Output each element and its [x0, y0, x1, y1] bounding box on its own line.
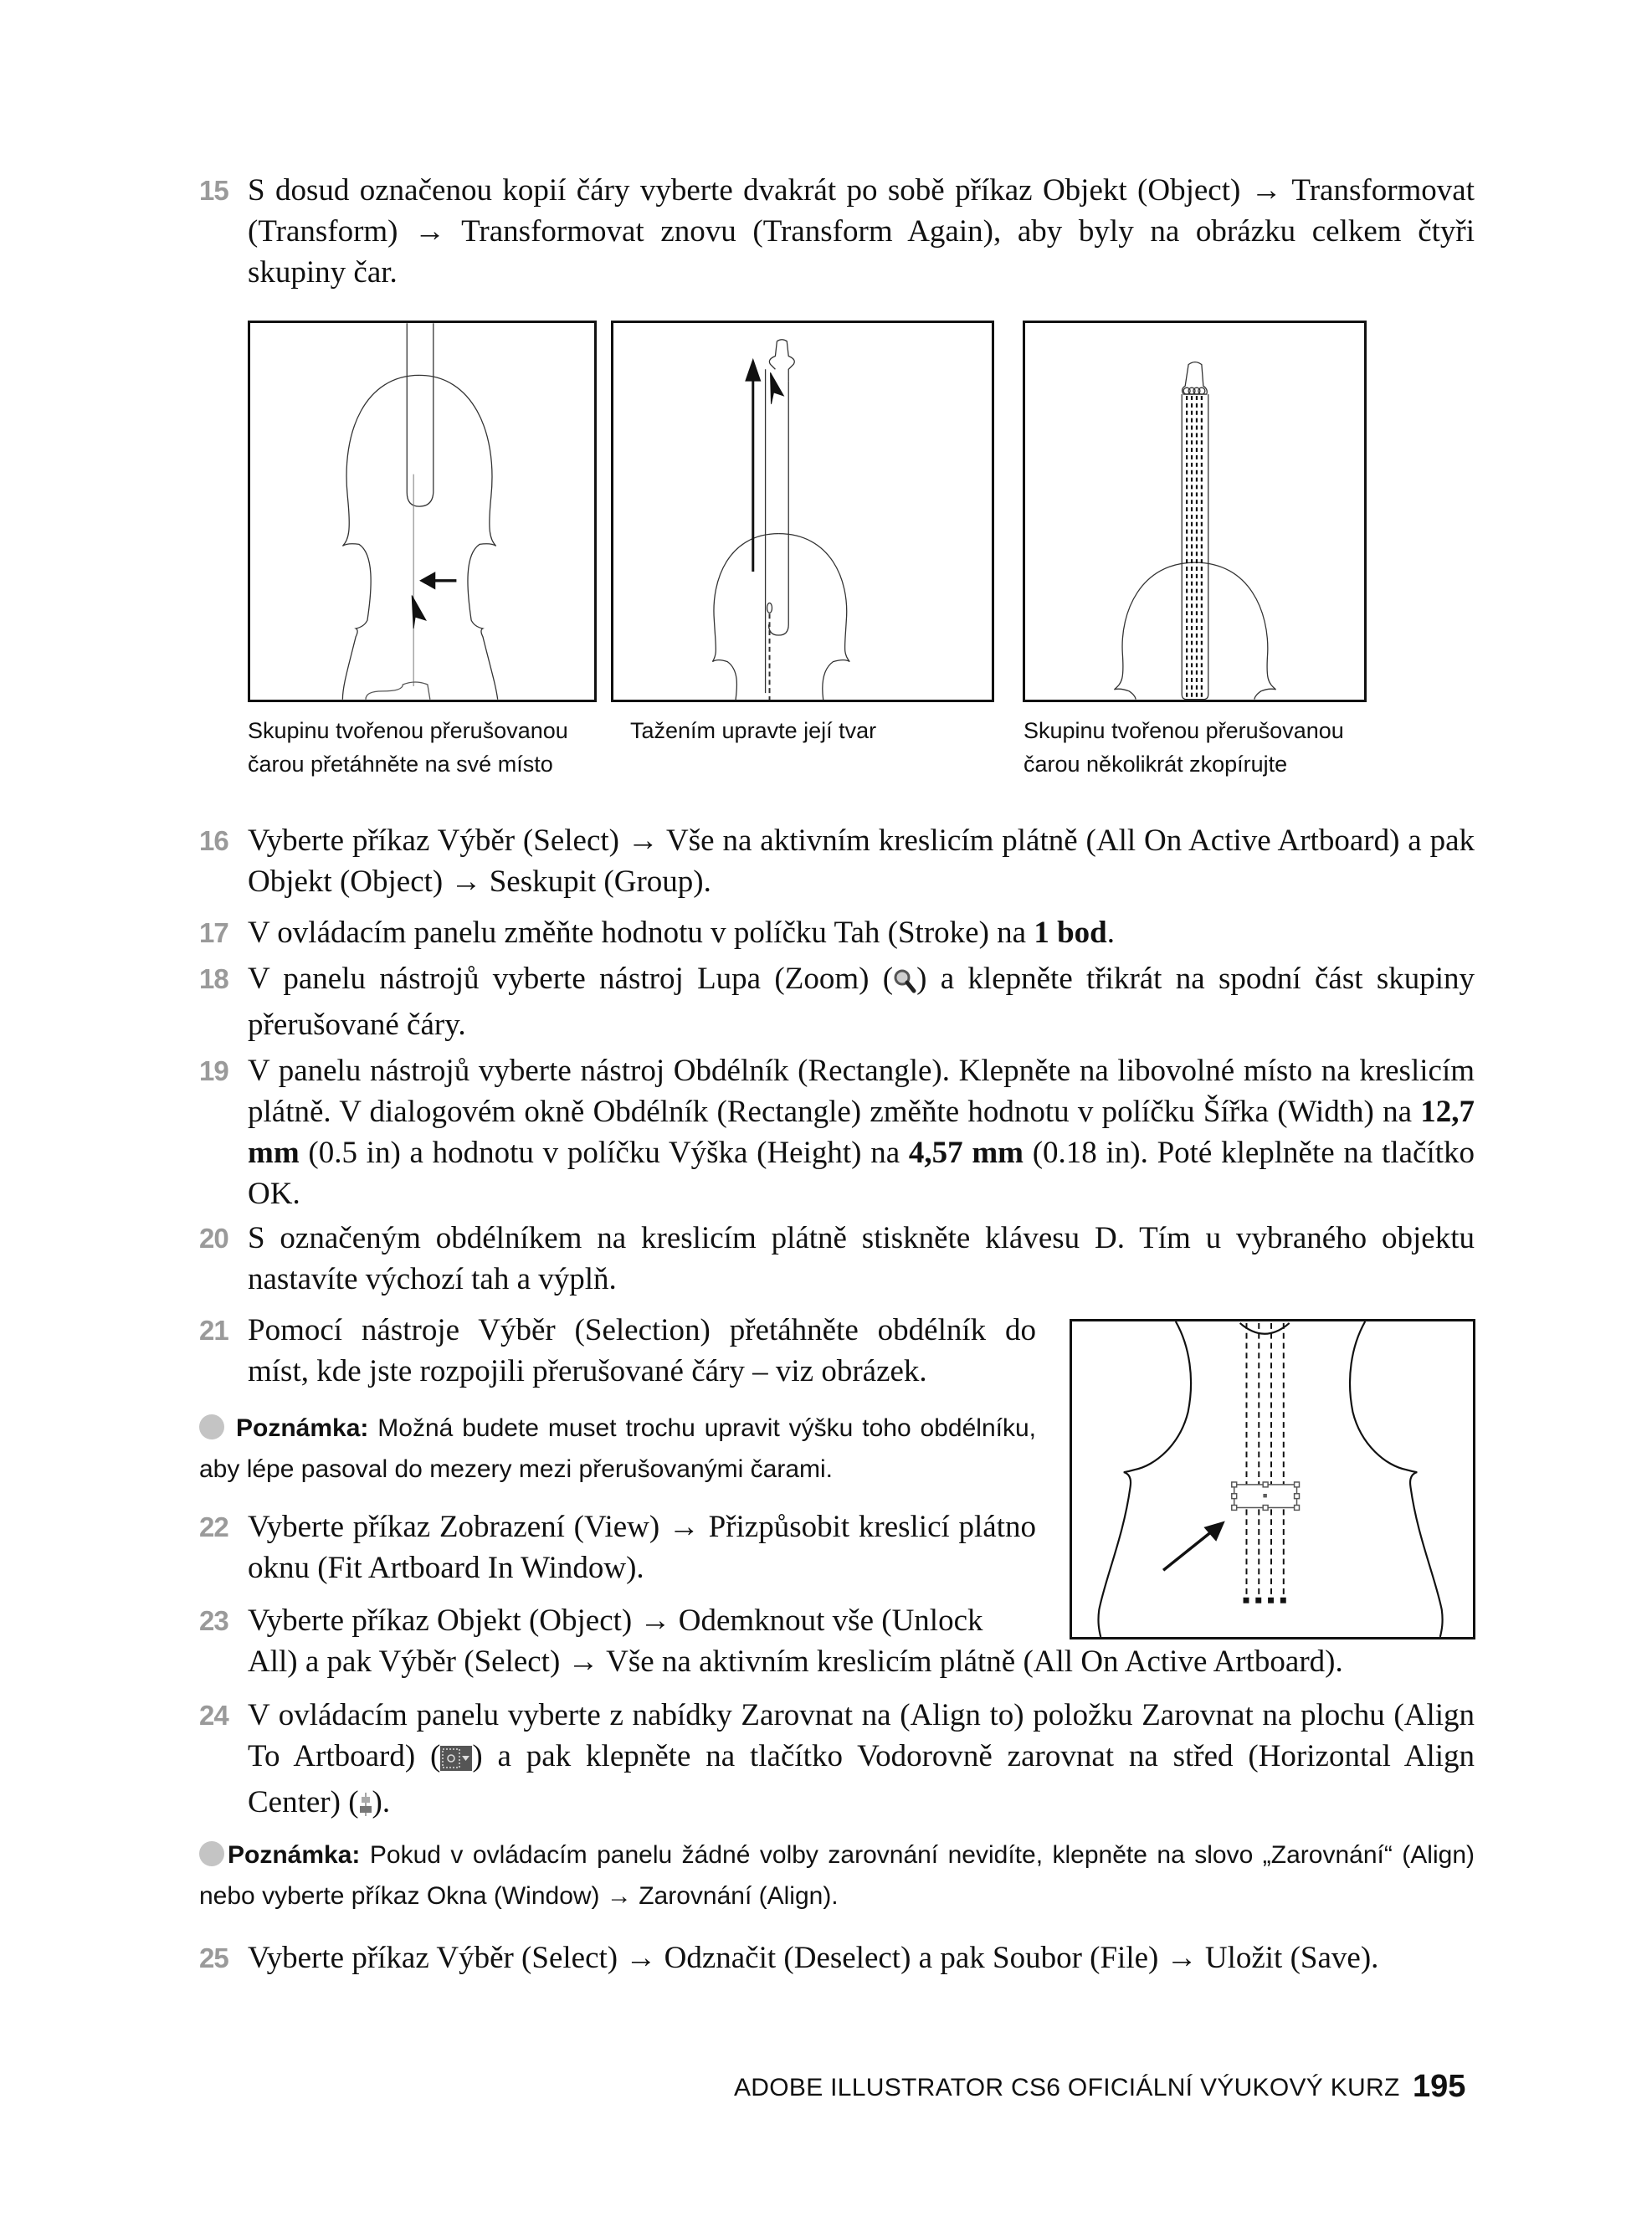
step-text [248, 958, 1475, 1045]
note-2 [199, 1834, 1475, 1917]
text-line: All) a pak Výběr (Select) → Vše na aktivním kreslicím plátně (All On Active Artboard). [248, 1645, 1343, 1679]
text: V panelu nástrojů vyberte nástroj Lupa (Zoom) ( [248, 962, 894, 996]
step-text: Vyberte příkaz Zobrazení (View) → Přizpůsobit kreslicí plátno oknu (Fit Artboard In Window). [248, 1510, 1036, 1585]
step-number: 21 [199, 1315, 228, 1346]
step-15 [199, 170, 1475, 293]
note-text: Pokud v ovládacím panelu žádné volby zarovnání nevidíte, klepněte na slovo „Zarovnání“ (Align) nebo vyberte příkaz Okna (Window) → Zarovnání (Align). [199, 1841, 1475, 1910]
figure-caption-3 [1024, 714, 1344, 781]
step-text [248, 912, 1475, 953]
step-number: 24 [199, 1700, 228, 1731]
text: ) a klepněte třikrát na spodní část skupiny přerušované čáry. [248, 962, 1475, 1042]
figure-caption-2 [630, 714, 876, 747]
width-value: 12,7 mm [248, 1095, 1475, 1170]
caption-line: čarou přetáhněte na své místo [248, 752, 553, 777]
step-text: Vyberte příkaz Výběr (Select) → Odznačit (Deselect) a pak Soubor (File) → Uložit (Save). [248, 1941, 1379, 1975]
step-text: S označeným obdélníkem na kreslicím plátně stiskněte klávesu D. Tím u vybraného objektu nastavíte výchozí tah a výplň. [248, 1221, 1475, 1296]
step-21 [199, 1310, 1036, 1392]
text: (0.5 in) a hodnotu v políčku Výška (Height) na [299, 1136, 909, 1170]
step-20 [199, 1218, 1475, 1300]
step-text: Vyberte příkaz Výběr (Select) → Vše na aktivním kreslicím plátně (All On Active Artboard) a pak Objekt (Object) → Seskupit (Group). [248, 824, 1475, 899]
text: ) a pak klepněte na tlačítko Vodorovně zarovnat na střed (Horizontal Align Center) ( [248, 1739, 1475, 1819]
step-22 [199, 1506, 1036, 1588]
step-23 [199, 1600, 1475, 1682]
height-value: 4,57 mm [908, 1136, 1024, 1170]
step-number: 22 [199, 1511, 228, 1542]
text: (0.18 in). Poté kleplněte na tlačítko OK. [248, 1136, 1475, 1211]
step-18 [199, 958, 1475, 1045]
note-text: Možná budete muset trochu upravit výšku toho obdélníku, aby lépe pasoval do mezery mezi přerušovanými čarami. [199, 1414, 1036, 1483]
note-bullet-icon [199, 1841, 224, 1866]
zoom-tool-icon [893, 963, 916, 1004]
align-to-artboard-icon [440, 1741, 472, 1782]
figure-move-dashed-line [248, 321, 597, 702]
step-number: 19 [199, 1055, 228, 1086]
figure-caption-1 [248, 714, 568, 781]
figure-rectangle-placement [1070, 1319, 1475, 1639]
selected-rectangle [1232, 1482, 1300, 1510]
step-number: 15 [199, 175, 228, 206]
step-number: 18 [199, 963, 228, 994]
figure-drag-shape [611, 321, 994, 702]
page-number: 195 [1413, 2069, 1466, 2104]
step-17 [199, 912, 1475, 953]
figure-copy-dashed-lines [1023, 321, 1367, 702]
caption-line: čarou několikrát zkopírujte [1024, 752, 1288, 777]
step-number: 16 [199, 825, 228, 856]
step-number: 25 [199, 1942, 228, 1973]
text: V panelu nástrojů vyberte nástroj Obdélník (Rectangle). Klepněte na libovolné místo na kreslicím plátně. V dialogovém okně Obdélník (Rectangle) změňte hodnotu v políčku Šířka (Width) na [248, 1054, 1475, 1129]
text-line: Vyberte příkaz Objekt (Object) → Odemknout vše (Unlock [248, 1604, 983, 1638]
text: ). [372, 1785, 391, 1819]
step-text [248, 1600, 1475, 1682]
step-text: S dosud označenou kopií čáry vyberte dvakrát po sobě příkaz Objekt (Object) → Transformovat (Transform) → Transformovat znovu (Transform Again), aby byly na obrázku celkem čtyři skupiny čar. [248, 173, 1475, 290]
caption-line: Skupinu tvořenou přerušovanou [1024, 718, 1344, 743]
caption-line: Tažením upravte její tvar [630, 718, 877, 743]
step-text: Pomocí nástroje Výběr (Selection) přetáhněte obdélník do míst, kde jste rozpojili přerušované čáry – viz obrázek. [248, 1313, 1036, 1388]
step-number: 20 [199, 1223, 228, 1254]
violin-illustration-2 [613, 323, 992, 700]
violin-illustration-1 [250, 323, 594, 700]
horizontal-align-center-icon [359, 1787, 372, 1828]
step-text [248, 1050, 1475, 1214]
violin-illustration-3 [1025, 323, 1364, 700]
caption-line: Skupinu tvořenou přerušovanou [248, 718, 568, 743]
step-number: 17 [199, 917, 228, 948]
step-number: 23 [199, 1605, 228, 1636]
note-label: Poznámka: [228, 1841, 361, 1869]
step-text [248, 1695, 1475, 1828]
note-label: Poznámka: [236, 1414, 369, 1442]
note-bullet-icon [199, 1414, 224, 1439]
violin-closeup-illustration [1072, 1321, 1473, 1637]
stroke-value: 1 bod [1034, 916, 1107, 950]
note-1 [199, 1408, 1036, 1490]
step-19 [199, 1050, 1475, 1214]
step-25 [199, 1937, 1475, 1978]
step-24 [199, 1695, 1475, 1828]
step-16 [199, 820, 1475, 902]
running-footer: ADOBE ILLUSTRATOR CS6 OFICIÁLNÍ VÝUKOVÝ KURZ [734, 2074, 1400, 2101]
text: . [1106, 916, 1115, 950]
text: V ovládacím panelu změňte hodnotu v políčku Tah (Stroke) na [248, 916, 1034, 950]
text: V ovládacím panelu vyberte z nabídky Zarovnat na (Align to) položku Zarovnat na plochu (Align To Artboard) ( [248, 1698, 1475, 1773]
